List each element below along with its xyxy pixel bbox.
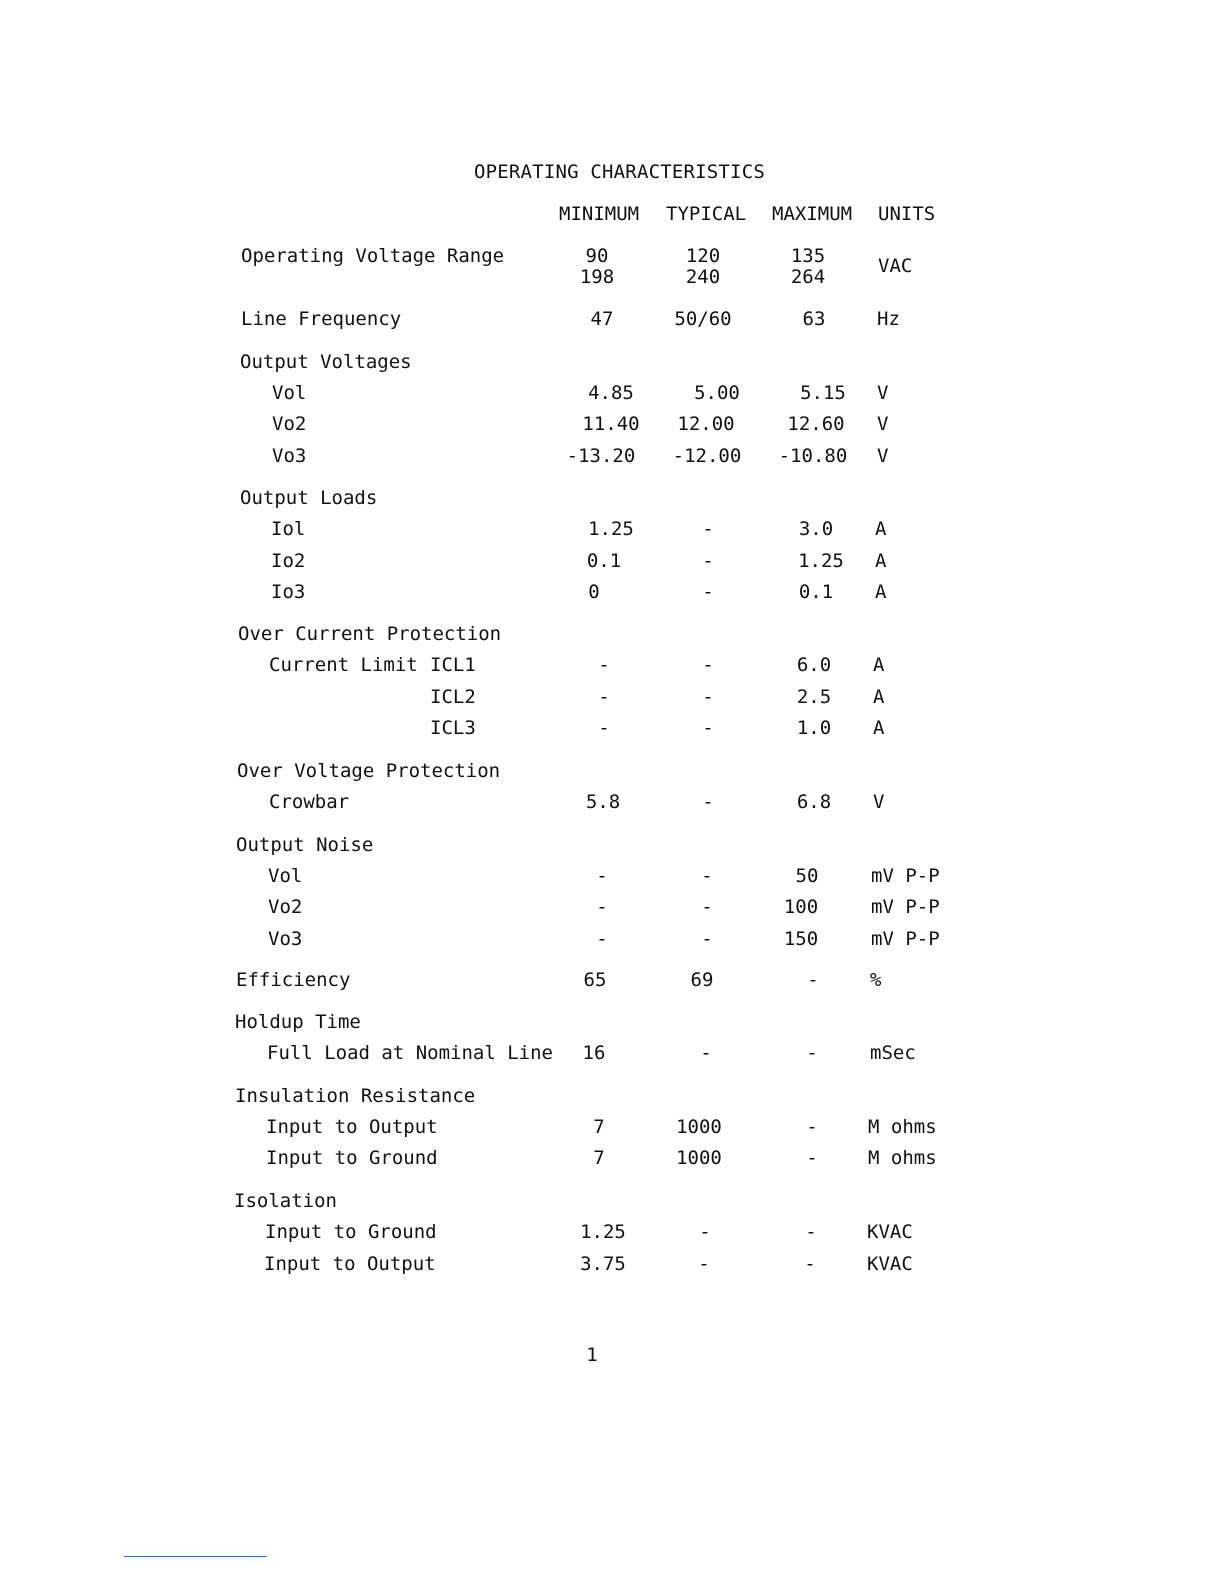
cell-units: mV P-P [871,896,940,918]
row-label: Iol [271,518,306,540]
cell-units: A [875,581,887,603]
cell-typ: 5.00 [694,382,740,404]
cell-typ: - [702,686,714,708]
cell-min: 1.25 [588,518,634,540]
cell-units: A [875,550,887,572]
cell-max: 135 [790,245,826,267]
cell-max: 0.1 [798,581,834,603]
cell-typ: - [701,928,713,950]
cell-max: 2.5 [796,686,832,708]
page-title: OPERATING CHARACTERISTICS [474,161,765,183]
cell-max: - [804,1253,816,1275]
cell-typ: - [701,896,713,918]
cell-typ: - [702,550,714,572]
cell-max: -10.80 [778,445,848,467]
cell-typ: 69 [690,969,714,991]
section-label-output-noise: Output Noise [236,834,374,856]
row-label: Vol [272,382,307,404]
cell-typ: 12.00 [677,413,735,435]
cell-min: 5.8 [585,791,621,813]
row-label: Input to Output [266,1116,438,1138]
cell-typ: - [698,1253,710,1275]
cell-min: - [598,686,610,708]
row-label: ICL1 [430,654,476,676]
cell-min: 0.1 [586,550,622,572]
cell-units: V [873,791,885,813]
cell-units: V [877,382,889,404]
row-label-efficiency: Efficiency [236,969,351,991]
row-label: Io2 [271,550,306,572]
cell-min: 16 [582,1042,606,1064]
row-label: Vol [268,865,303,887]
cell-typ: 50/60 [674,308,732,330]
cell-max: - [807,969,819,991]
cell-min: - [596,896,608,918]
row-label: ICL2 [430,686,476,708]
section-label-over-current: Over Current Protection [238,623,502,645]
cell-units: KVAC [867,1253,913,1275]
row-label-operating-voltage: Operating Voltage Range [241,245,505,267]
column-header-typical: TYPICAL [666,203,747,225]
cell-min: - [596,928,608,950]
cell-max: 6.8 [796,791,832,813]
cell-max: - [806,1116,818,1138]
section-label-output-loads: Output Loads [240,487,378,509]
cell-typ: - [702,654,714,676]
cell-typ: - [699,1221,711,1243]
cell-max: 5.15 [800,382,846,404]
cell-max: - [806,1147,818,1169]
cell-units: mV P-P [871,865,940,887]
cell-max: 50 [795,865,819,887]
cell-max: 6.0 [796,654,832,676]
cell-units: V [877,445,889,467]
page-number: 1 [586,1344,598,1366]
cell-units: Hz [877,308,900,330]
row-label-current-limit: Current Limit [269,654,418,676]
cell-min: 0 [588,581,600,603]
cell-max: - [806,1042,818,1064]
cell-typ: 240 [685,266,721,288]
cell-min: - [596,865,608,887]
section-label-holdup: Holdup Time [235,1011,361,1033]
cell-min: 11.40 [582,413,640,435]
cell-units: % [870,969,882,991]
cell-min: 4.85 [588,382,634,404]
row-label: Input to Ground [266,1147,438,1169]
row-label: Vo2 [268,896,303,918]
row-label: Input to Output [264,1253,436,1275]
row-label: Vo3 [272,445,307,467]
cell-typ: - [702,581,714,603]
cell-max: 63 [802,308,826,330]
cell-max: 100 [783,896,819,918]
row-label: Input to Ground [265,1221,437,1243]
cell-typ: -12.00 [672,445,742,467]
cell-units: mV P-P [871,928,940,950]
cell-typ: 1000 [676,1116,722,1138]
cell-min: - [598,654,610,676]
column-header-units: UNITS [878,203,936,225]
cell-units: M ohms [868,1147,937,1169]
cell-min: - [598,717,610,739]
cell-typ: - [700,1042,712,1064]
cell-max: 150 [783,928,819,950]
cell-units: VAC [878,255,913,277]
cell-units: M ohms [868,1116,937,1138]
cell-max: - [805,1221,817,1243]
cell-min: 1.25 [580,1221,626,1243]
cell-max: 3.0 [798,518,834,540]
section-label-over-voltage: Over Voltage Protection [237,760,501,782]
column-header-minimum: MINIMUM [559,203,640,225]
section-label-insulation: Insulation Resistance [235,1085,476,1107]
row-label: Full Load at Nominal Line [267,1042,553,1064]
cell-min: 7 [593,1147,605,1169]
row-label: ICL3 [430,717,476,739]
cell-min: 90 [585,245,609,267]
section-label-isolation: Isolation [234,1190,337,1212]
cell-units: A [873,686,885,708]
cell-units: mSec [870,1042,916,1064]
row-label-line-frequency: Line Frequency [241,308,402,330]
cell-min: 47 [590,308,614,330]
cell-typ: - [702,518,714,540]
cell-min: 198 [579,266,615,288]
cell-units: V [877,413,889,435]
cell-units: A [873,717,885,739]
row-label: Vo2 [272,413,307,435]
footer-rule [124,1556,267,1557]
cell-typ: - [702,791,714,813]
cell-typ: - [702,717,714,739]
cell-max: 1.0 [796,717,832,739]
cell-units: A [875,518,887,540]
cell-min: -13.20 [566,445,636,467]
cell-min: 65 [583,969,607,991]
cell-max: 1.25 [798,550,844,572]
section-label-output-voltages: Output Voltages [240,351,412,373]
cell-typ: 1000 [676,1147,722,1169]
cell-typ: - [701,865,713,887]
cell-min: 3.75 [580,1253,626,1275]
cell-typ: 120 [685,245,721,267]
cell-max: 264 [790,266,826,288]
row-label: Vo3 [268,928,303,950]
cell-min: 7 [593,1116,605,1138]
column-header-maximum: MAXIMUM [772,203,853,225]
cell-units: KVAC [867,1221,913,1243]
row-label: Crowbar [269,791,350,813]
cell-max: 12.60 [787,413,845,435]
cell-units: A [873,654,885,676]
row-label: Io3 [271,581,306,603]
